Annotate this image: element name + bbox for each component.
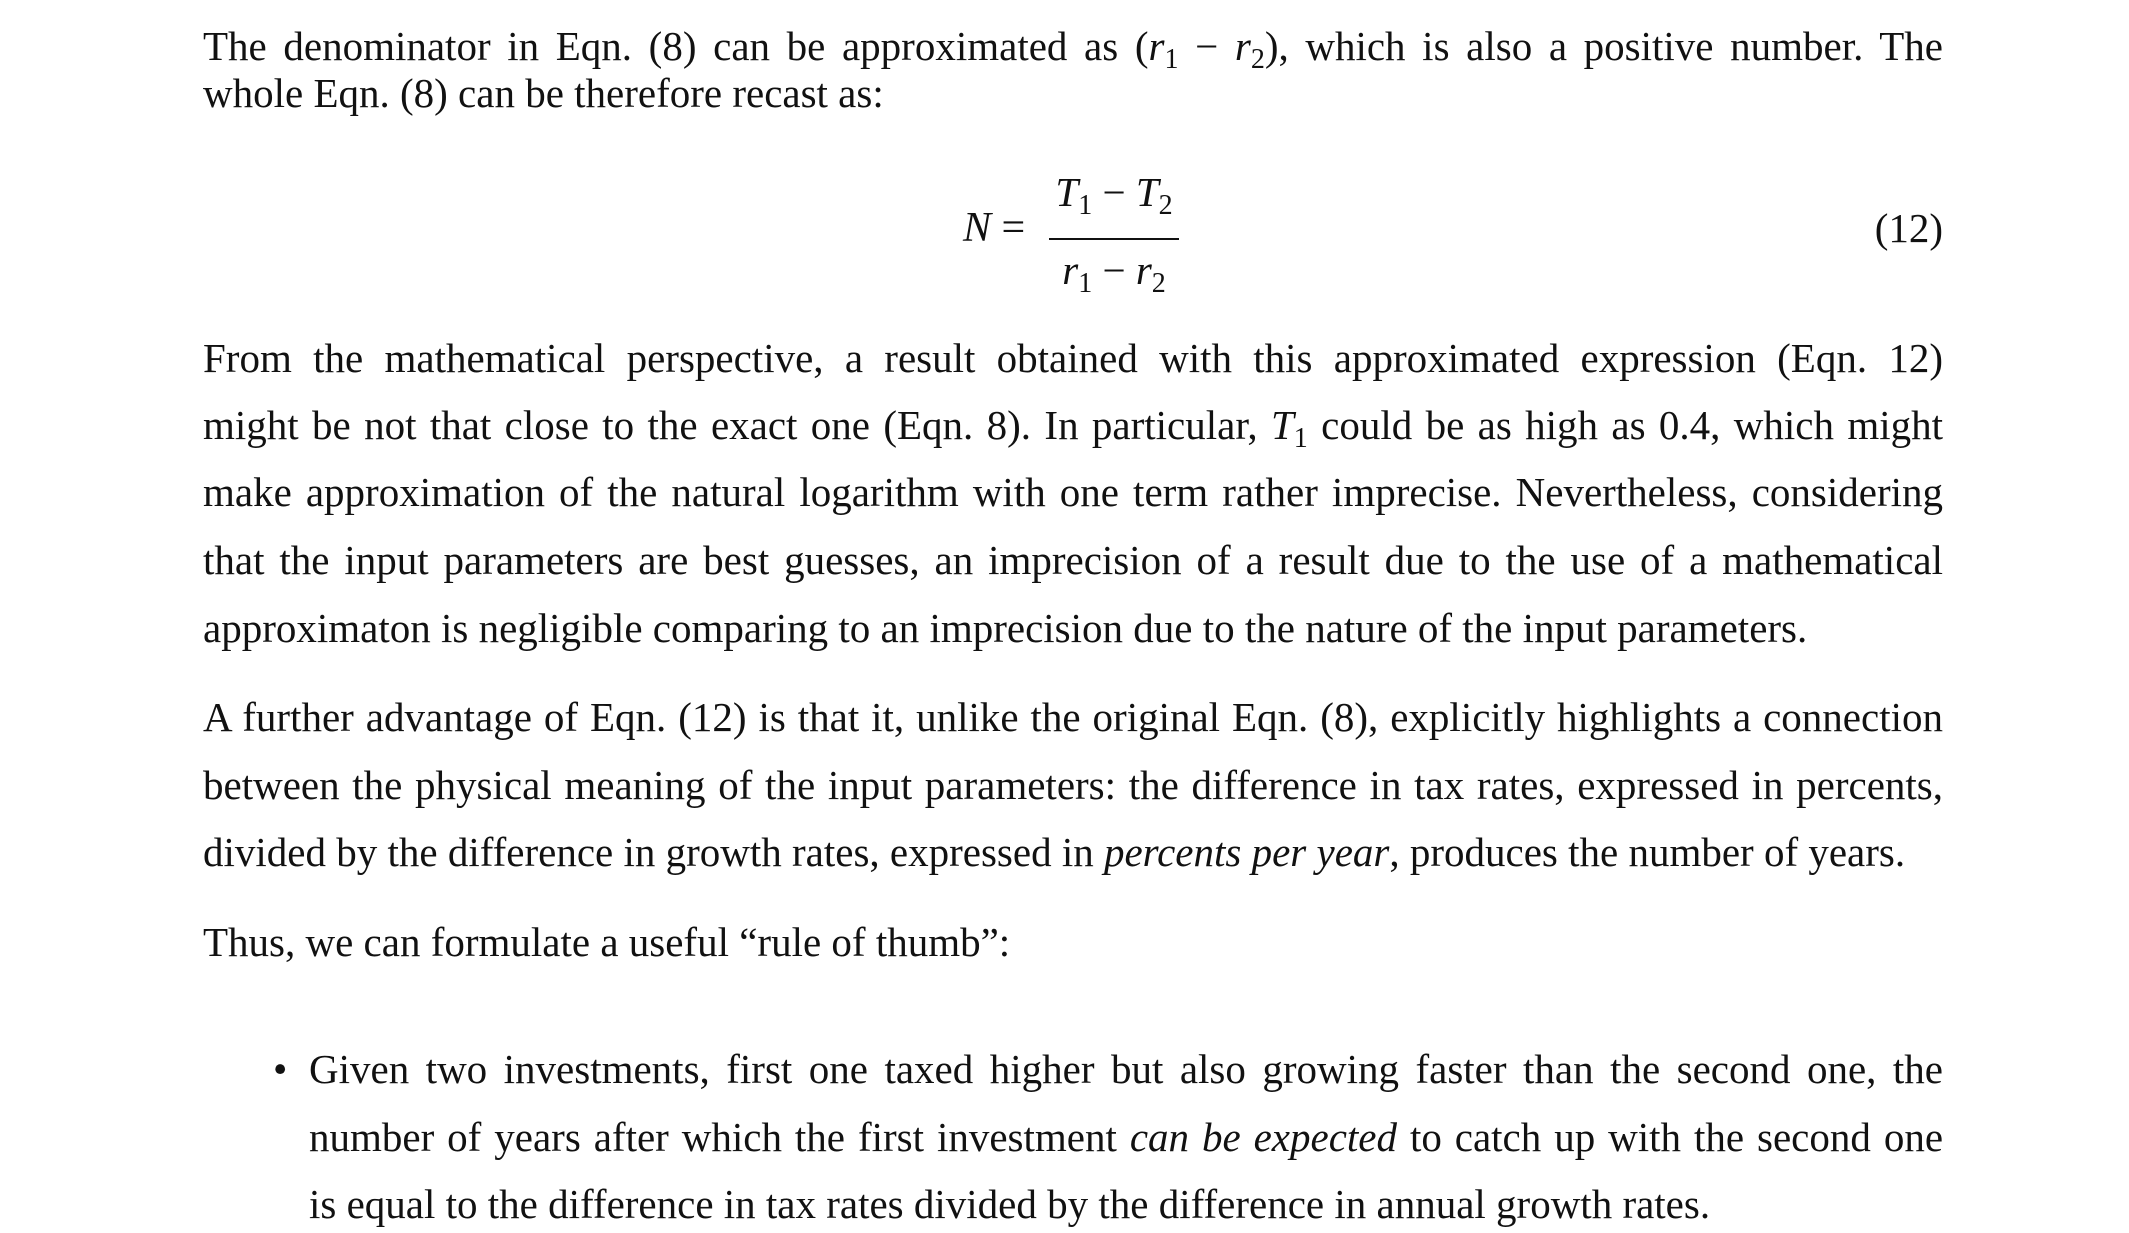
para4-line1: Thus, we can formulate a useful “rule of thumb”: (203, 919, 1011, 965)
math-N: N (963, 205, 992, 251)
para2-line2: might be not that close to the exact one (Eqn. 8). In particular, $T_1$ could be as high as 0.4, which might (203, 402, 1943, 454)
text-span: ), which is also a positive number. The (1264, 23, 1943, 69)
para2-line4: that the input parameters are best guesses, an imprecision of a result due to the use of a mathematical (203, 537, 1943, 583)
fraction-bar (1049, 238, 1179, 240)
list-bullet: • (273, 1046, 288, 1092)
text-span: The denominator in Eqn. (8) can be approximated as ( (203, 23, 1149, 69)
list-item1-line1: Given two investments, first one taxed higher but also growing faster than the second one, the (309, 1046, 1943, 1092)
minus-sign: − (1178, 23, 1235, 69)
fraction-denominator: $r_1 - r_2$ (1062, 247, 1166, 299)
fraction (1049, 168, 1179, 308)
math-r1: $r_1$ (1148, 23, 1179, 75)
equals-sign: = (991, 205, 1026, 251)
para2-line5: approximaton is negligible comparing to an imprecision due to the nature of the input parameters. (203, 605, 1808, 651)
para3-line3: divided by the difference in growth rates, expressed in percents per year, produces the number of years. (203, 829, 1906, 875)
equation-lhs (963, 204, 1025, 252)
math-r2: $r_2$ (1234, 23, 1265, 75)
para2-line3: make approximation of the natural logarithm with one term rather imprecise. Nevertheless, considering (203, 469, 1943, 515)
para3-line2: between the physical meaning of the input parameters: the difference in tax rates, expressed in percents, (203, 762, 1943, 808)
para2-line1: From the mathematical perspective, a result obtained with this approximated expression (Eqn. 12) (203, 335, 1943, 381)
list-item1-line2: number of years after which the first investment can be expected to catch up with the second one (309, 1114, 1944, 1160)
fraction-numerator: $T_1 - T_2$ (1055, 169, 1173, 221)
equation-number: (12) (1874, 205, 1943, 251)
para1-line2: whole Eqn. (8) can be therefore recast as: (203, 70, 884, 116)
equation-12 (203, 168, 1943, 299)
para3-line1: A further advantage of Eqn. (12) is that it, unlike the original Eqn. (8), explicitly highlights a connection (203, 694, 1943, 740)
list-item1-line3: is equal to the difference in tax rates divided by the difference in annual growth rates. (309, 1181, 1711, 1227)
